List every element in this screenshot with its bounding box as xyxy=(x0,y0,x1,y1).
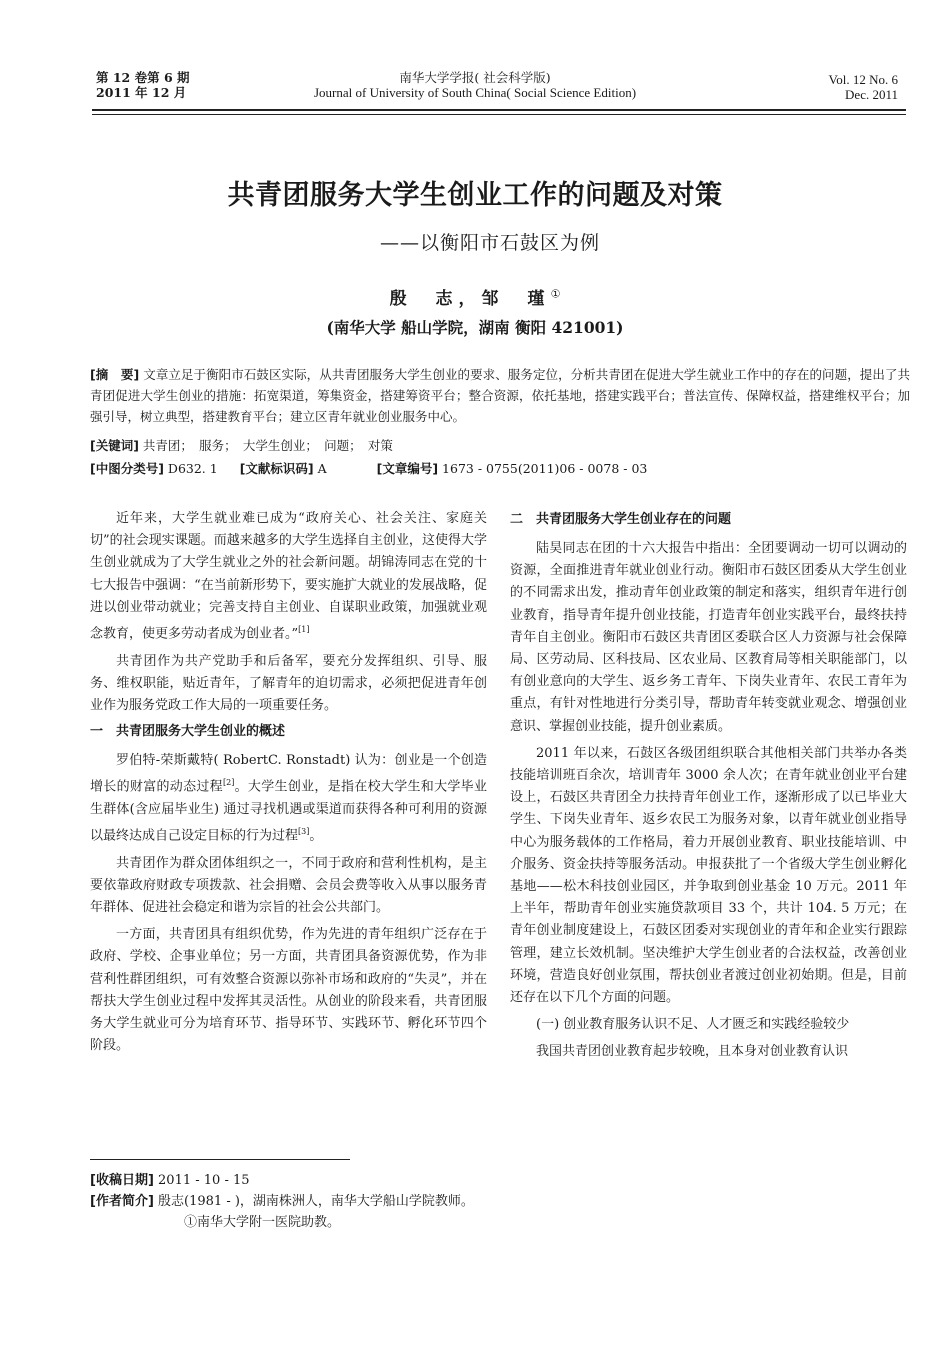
author-names: 殷 志，邹 瑾 xyxy=(389,289,551,309)
journal-name xyxy=(250,70,700,100)
section-heading: 二 共青团服务大学生创业存在的问题 xyxy=(510,512,732,527)
doc-code-label: [文献标识码] xyxy=(239,461,314,476)
body-right-column xyxy=(510,508,907,1069)
paragraph: 近年来，大学生就业难已成为“政府关心、社会关注、家庭关切”的社会现实课题。而越来越多的大学生选择自主创业，这使得大学生创业就成为了大学生就业之外的社会新问题。胡锦涛同志在党的十七大报告中强调：“在当前新形势下，要实施扩大就业的发展战略，促进以创业带动就业；完善支持自主创业、自谋职业政策，加强就业观念教育，使更多劳动者成为创业者。”[1] xyxy=(90,511,487,642)
issue-info xyxy=(96,70,190,100)
article-no-label: [文章编号] xyxy=(376,461,439,476)
paragraph: 共青团作为共产党助手和后备军，要充分发挥组织、引导、服务、维权职能，贴近青年，了解青年的迫切需求，必须把促进青年创业作为服务党政工作大局的一项重要任务。 xyxy=(90,653,487,713)
clc-label: [中图分类号] xyxy=(90,461,164,476)
header-rule-thick xyxy=(92,109,906,111)
abstract-label: [摘 要] xyxy=(90,367,140,382)
citation-ref: [1] xyxy=(298,625,310,635)
footnotes xyxy=(90,1170,890,1233)
article-title: 共青团服务大学生创业工作的问题及对策 xyxy=(227,180,723,211)
issue-info-en xyxy=(829,72,898,102)
article-subtitle: ——以衡阳市石鼓区为例 xyxy=(380,232,601,254)
journal-name-en: Journal of University of South China( Social Science Edition) xyxy=(313,85,637,100)
paragraph: 一方面，共青团具有组织优势，作为先进的青年组织广泛存在于政府、学校、企事业单位；另一方面，共青团具备资源优势，作为非营利性群团组织，可有效整合资源以弥补市场和政府的“失灵”，并在帮扶大学生创业过程中发挥其灵活性。从创业的阶段来看，共青团服务大学生就业可分为培育环节、指导环节、实践环节、孵化环节四个阶段。 xyxy=(90,927,487,1054)
article-no-value: 1673 - 0755(2011)06 - 0078 - 03 xyxy=(442,461,648,476)
paragraph: 2011 年以来，石鼓区各级团组织联合其他相关部门共举办各类技能培训班百余次，培训青年 3000 余人次；在青年就业创业平台建设上，石鼓区共青团全力扶持青年创业工作，逐渐形成了以已毕业大学生、下岗失业青年、返乡农民工为服务对象，以青年就业创业指导中心为服务载体的工作格局，着力开展创业教育、职业技能培训、中介服务、资金扶持等服务活动。申报获批了一个省级大学生创业孵化基地——松木科技创业园区，并争取到创业基金 10 万元。2011 年上半年，帮助青年创业实施贷款项目 33 个，共计 104. 5 万元；在青年创业制度建设上，石鼓区团委对实现创业的青年和企业实行跟踪管理，建立长效机制。坚决维护大学生创业者的合法权益，改善创业环境，营造良好创业氛围，帮扶创业者渡过创业初始期。但是，目前还存在以下几个方面的问题。 xyxy=(510,745,907,1006)
volume-issue-en: Vol. 12 No. 6 xyxy=(828,72,898,87)
author-note: ①南华大学附一医院助教。 xyxy=(184,1215,341,1230)
received-label: [收稿日期] xyxy=(90,1173,154,1188)
body-left-column xyxy=(90,508,487,1062)
doc-code-value: A xyxy=(317,461,327,476)
affiliation: (南华大学 船山学院，湖南 衡阳 421001) xyxy=(326,318,624,337)
paragraph: 罗伯特-荣斯戴特( RobertC. Ronstadt) 认为：创业是一个创造增长的财富的动态过程[2]。大学生创业，是指在校大学生和大学毕业生群体(含应届毕业生) 通过寻找机遇或渠道而获得各种可利用的资源以最终达成自己设定目标的行为过程[3]。 xyxy=(90,753,487,844)
keywords xyxy=(90,436,910,456)
citation-ref: [3] xyxy=(298,827,310,837)
author-bio xyxy=(90,1191,890,1212)
paragraph: 共青团作为群众团体组织之一，不同于政府和营利性机构，是主要依靠政府财政专项拨款、社会捐赠、会员会费等收入从事以服务青年群体、促进社会稳定和谐为宗旨的社会公共部门。 xyxy=(90,855,487,916)
clc-value: D632. 1 xyxy=(167,461,218,476)
received-value: 2011 - 10 - 15 xyxy=(158,1173,250,1188)
paragraph: 我国共青团创业教育起步较晚，且本身对创业教育认识 xyxy=(536,1044,849,1060)
received-date xyxy=(90,1170,890,1191)
keywords-text: 共青团； 服务； 大学生创业； 问题； 对策 xyxy=(142,438,393,453)
issue-date: 2011 年 12 月 xyxy=(96,85,187,100)
footnote-rule xyxy=(90,1159,350,1160)
author-bio-label: [作者简介] xyxy=(90,1194,154,1209)
author-line xyxy=(0,284,950,309)
journal-name-cn: 南华大学学报( 社会科学版) xyxy=(399,70,551,85)
abstract-text: 文章立足于衡阳市石鼓区实际，从共青团服务大学生创业的要求、服务定位，分析共青团在促进大学生就业工作中的存在的问题，提出了共青团促进大学生创业的措施：拓宽渠道，筹集资金，搭建筹资平台；整合资源，依托基地，搭建实践平台；普法宣传、保障权益，搭建维权平台；加强引导，树立典型，搭建教育平台；建立区青年就业创业服务中心。 xyxy=(90,367,910,424)
abstract xyxy=(90,364,910,427)
subsection-heading: (一) 创业教育服务认识不足、人才匮乏和实践经验较少 xyxy=(536,1017,850,1033)
issue-date-en: Dec. 2011 xyxy=(845,87,898,102)
author-bio-text: 殷志(1981 - )，湖南株洲人，南华大学船山学院教师。 xyxy=(158,1194,474,1209)
author-footnote-mark: ① xyxy=(550,287,561,301)
paragraph: 陆昊同志在团的十六大报告中指出：全团要调动一切可以调动的资源，全面推进青年就业创业行动。衡阳市石鼓区团委从大学生创业的不同需求出发，推动青年创业政策的制定和落实，组织青年进行创业教育，指导青年提升创业技能，打造青年创业实践平台，最终扶持青年自主创业。衡阳市石鼓区共青团区委联合区人力资源与社会保障局、区劳动局、区科技局、区农业局、区教育局等相关职能部门，以有创业意向的大学生、返乡务工青年、下岗失业青年、农民工青年为重点，有针对性地进行分类引导，帮助青年转变就业观念、增强创业意识、掌握创业技能，提升创业素质。 xyxy=(510,541,907,734)
section-heading: 一 共青团服务大学生创业的概述 xyxy=(90,724,286,740)
volume-issue: 第 12 卷第 6 期 xyxy=(96,70,190,85)
citation-ref: [2] xyxy=(222,778,235,788)
keywords-label: [关键词] xyxy=(90,438,139,453)
classification-line xyxy=(90,459,910,479)
header-rule-thin xyxy=(92,114,906,115)
